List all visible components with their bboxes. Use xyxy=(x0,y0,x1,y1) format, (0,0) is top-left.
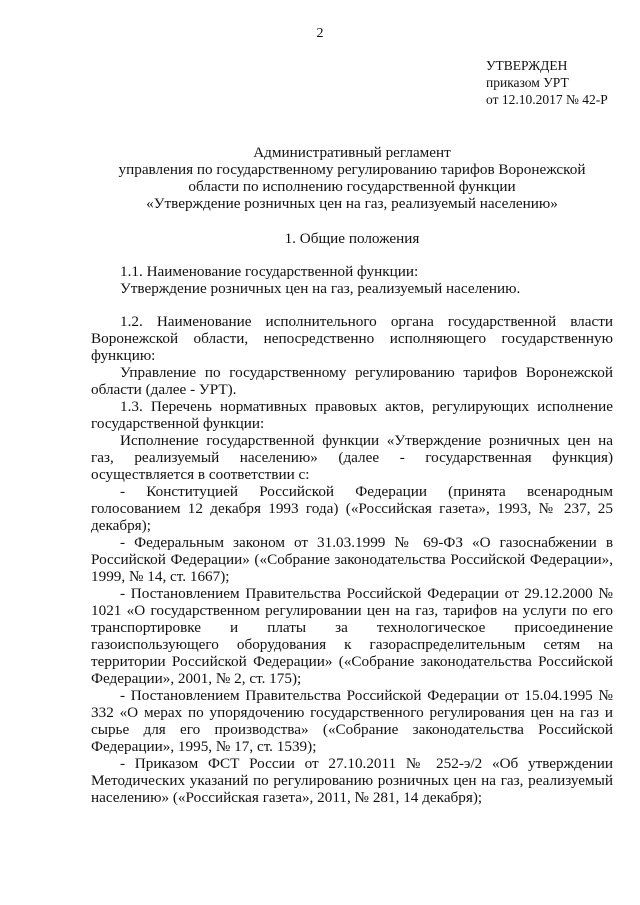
section-heading: 1. Общие положения xyxy=(284,230,420,247)
title-line: «Утверждение розничных цен на газ, реализуемый населению» xyxy=(146,195,558,212)
list-item: - Постановлением Правительства Российской Федерации от 29.12.2000 № 1021 «О государственном регулировании цен на газ, тарифов на услуги по его транспортировке и платы за технологическое присоединение газоиспользующего оборудования к газораспределительным сетям на территории Российской Федерации» («Собрание законодательства Российской Федерации», 2001, № 2, ст. 175); xyxy=(91,585,613,687)
paragraph: 1.1. Наименование государственной функции: xyxy=(120,263,419,280)
paragraph: Управление по государственному регулированию тарифов Воронежской области (далее - УРТ). xyxy=(91,364,613,398)
document-body xyxy=(91,144,613,806)
list-item: - Приказом ФСТ России от 27.10.2011 № 252-э/2 «Об утверждении Методических указаний по регулированию розничных цен на газ, реализуемый населению» («Российская газета», 2011, № 281, 14 декабря); xyxy=(91,755,613,806)
approval-line-order: приказом УРТ xyxy=(486,75,569,90)
paragraph: 1.3. Перечень нормативных правовых актов, регулирующих исполнение государственной функции: xyxy=(91,398,613,432)
title-line: управления по государственному регулированию тарифов Воронежской xyxy=(118,161,586,178)
list-item: - Конституцией Российской Федерации (принята всенародным голосованием 12 декабря 1993 года) («Российская газета», 1993, № 237, 25 декабря); xyxy=(91,483,613,534)
document-title xyxy=(91,144,613,212)
title-line: Административный регламент xyxy=(253,144,451,161)
list-item: - Федеральным законом от 31.03.1999 № 69-ФЗ «О газоснабжении в Российской Федерации» («Собрание законодательства Российской Федерации», 1999, № 14, ст. 1667); xyxy=(91,534,613,585)
approval-stamp xyxy=(486,57,608,108)
page-number: 2 xyxy=(316,26,324,41)
paragraph: Утверждение розничных цен на газ, реализуемый населению. xyxy=(120,280,521,297)
title-line: области по исполнению государственной функции xyxy=(188,178,516,195)
approval-line-approved: УТВЕРЖДЕН xyxy=(486,58,568,73)
paragraph: 1.2. Наименование исполнительного органа государственной власти Воронежской области, непосредственно исполняющего государственную функцию: xyxy=(91,313,613,364)
paragraph: Исполнение государственной функции «Утверждение розничных цен на газ, реализуемый населению» (далее - государственная функция) осуществляется в соответствии с: xyxy=(91,432,613,483)
list-item: - Постановлением Правительства Российской Федерации от 15.04.1995 № 332 «О мерах по упорядочению государственного регулирования цен на газ и сырье для его производства» («Собрание законодательства Российской Федерации», 1995, № 17, ст. 1539); xyxy=(91,687,613,755)
approval-line-date-number: от 12.10.2017 № 42-Р xyxy=(486,92,608,107)
